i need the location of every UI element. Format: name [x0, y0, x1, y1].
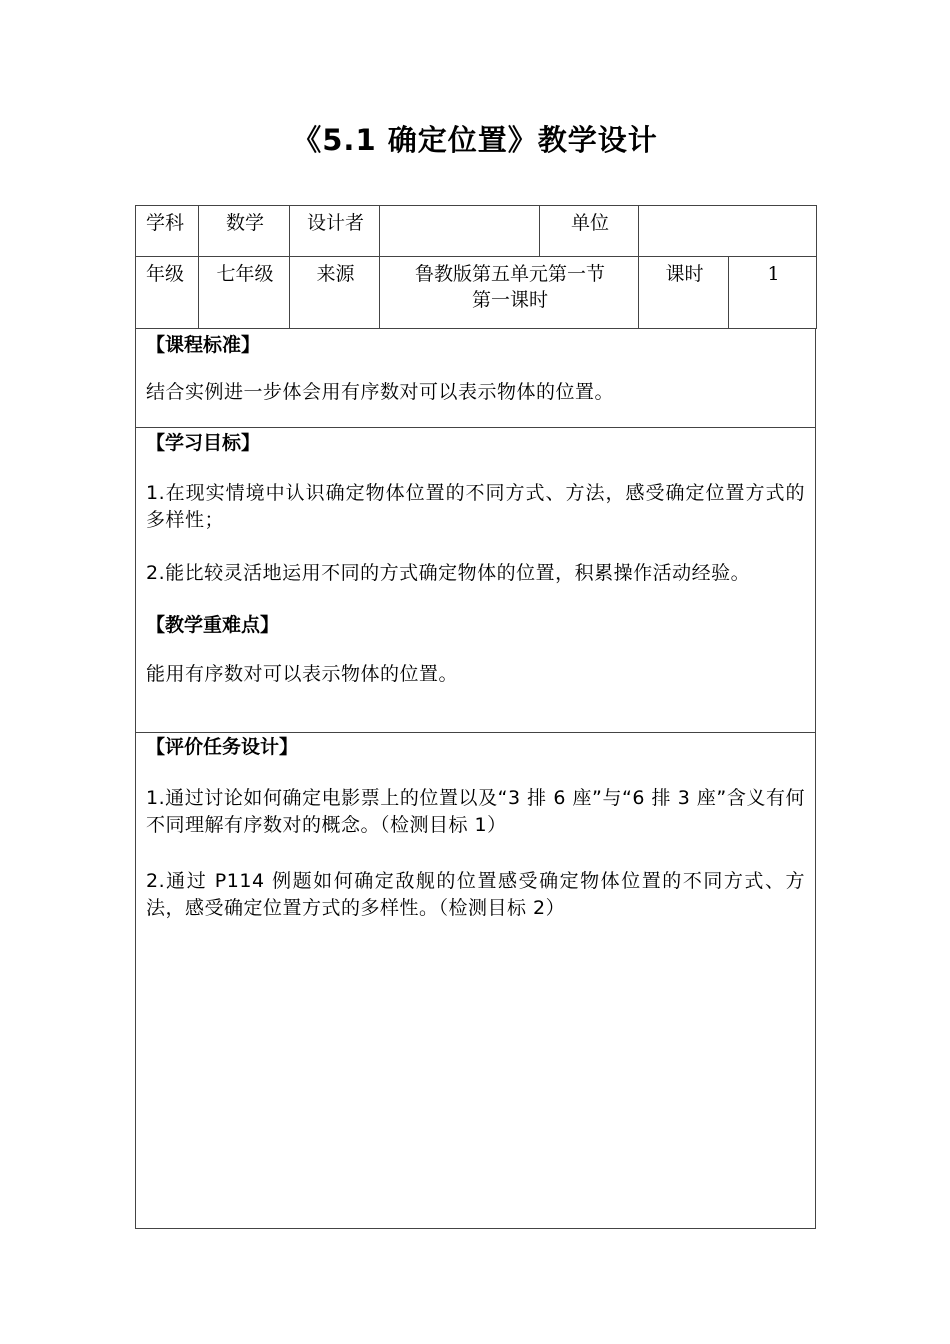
- learning-goal-item-2: 2.能比较灵活地运用不同的方式确定物体的位置，积累操作活动经验。: [146, 562, 751, 584]
- period-value: 1: [729, 257, 817, 329]
- curriculum-standard-text: 结合实例进一步体会用有序数对可以表示物体的位置。: [146, 381, 615, 403]
- subject-value: 数学: [199, 206, 290, 257]
- assessment-task-item-2: 2.通过 P114 例题如何确定敌舰的位置感受确定物体位置的不同方式、方法，感受确定位置方式的多样性。（检测目标 2）: [146, 870, 805, 919]
- info-table: [135, 205, 817, 329]
- grade-label: 年级: [136, 257, 199, 329]
- source-value: [380, 257, 639, 329]
- assessment-tasks-section: [135, 733, 816, 1229]
- curriculum-standard-section: [135, 328, 816, 428]
- assessment-task-item-1: 1.通过讨论如何确定电影票上的位置以及“3 排 6 座”与“6 排 3 座”含义有何不同理解有序数对的概念。（检测目标 1）: [146, 787, 805, 836]
- document-title: 《5.1 确定位置》教学设计: [292, 123, 658, 157]
- info-row-grade: [136, 257, 817, 329]
- period-label: 课时: [639, 257, 729, 329]
- learning-goal-item-1: 1.在现实情境中认识确定物体位置的不同方式、方法，感受确定位置方式的多样性；: [146, 482, 805, 531]
- key-points-heading: 【教学重难点】: [146, 614, 280, 636]
- curriculum-standard-heading: 【课程标准】: [146, 334, 261, 356]
- unit-value: [639, 206, 817, 257]
- source-value-line2: 第一课时: [471, 289, 548, 311]
- source-value-line1: 鲁教版第五单元第一节: [414, 263, 605, 285]
- unit-label: 单位: [540, 206, 639, 257]
- learning-goals-section: [135, 428, 816, 733]
- key-points-text: 能用有序数对可以表示物体的位置。: [146, 663, 459, 685]
- designer-value: [380, 206, 540, 257]
- info-row-subject: [136, 206, 817, 257]
- source-label: 来源: [290, 257, 380, 329]
- subject-label: 学科: [136, 206, 199, 257]
- assessment-tasks-heading: 【评价任务设计】: [146, 736, 299, 758]
- learning-goals-heading: 【学习目标】: [146, 432, 261, 454]
- designer-label: 设计者: [290, 206, 380, 257]
- grade-value: 七年级: [199, 257, 290, 329]
